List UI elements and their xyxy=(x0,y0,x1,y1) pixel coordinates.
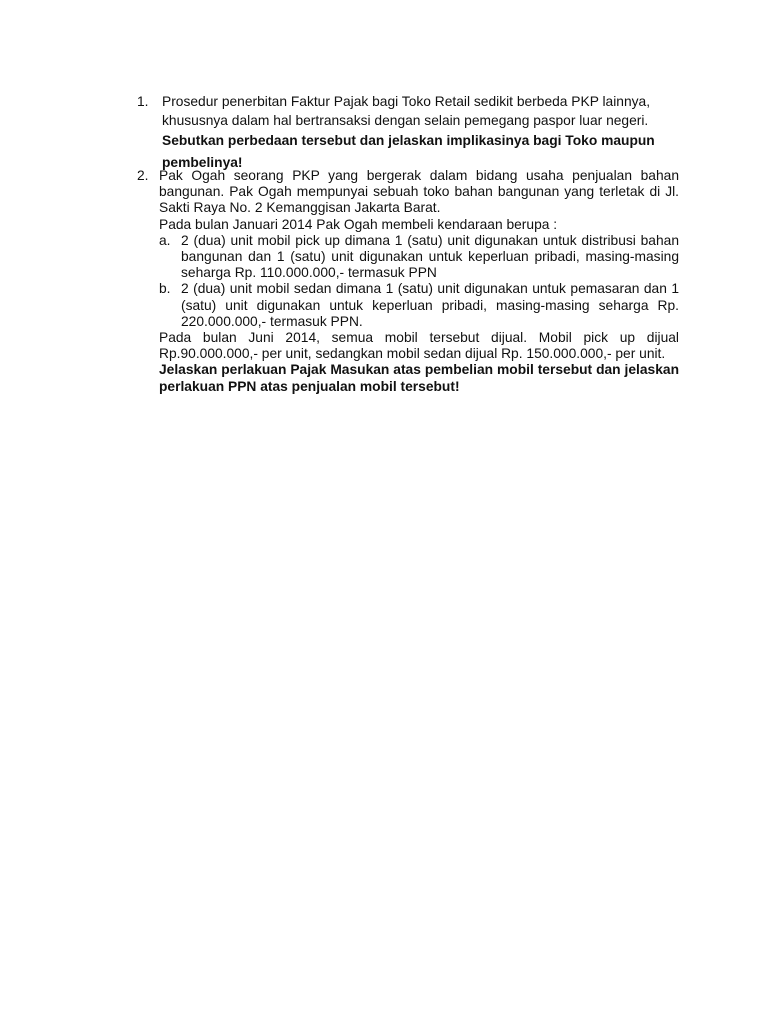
question-2 xyxy=(159,168,679,395)
question-1 xyxy=(162,92,687,174)
question-2-number: 2. xyxy=(137,168,149,183)
question-1-number: 1. xyxy=(137,94,149,109)
list-item-b-letter: b. xyxy=(159,281,171,297)
list-item-b xyxy=(159,281,679,330)
list-item-a-letter: a. xyxy=(159,232,171,248)
list-item-b-text: 2 (dua) unit mobil sedan dimana 1 (satu) unit digunakan untuk pemasaran dan 1 (satu) unit digunakan untuk keperluan pribadi, masing-masing seharga Rp. 220.000.000,- termasuk PPN. xyxy=(181,281,679,329)
question-1-instruction: Sebutkan perbedaan tersebut dan jelaskan implikasinya bagi Toko maupun pembelinya! xyxy=(162,133,655,170)
question-2-intro: Pak Ogah seorang PKP yang bergerak dalam bidang usaha penjualan bahan bangunan. Pak Ogah mempunyai sebuah toko bahan bangunan yang terletak di Jl. Sakti Raya No. 2 Kemanggisan Jakarta Barat. xyxy=(159,168,679,216)
question-2-instruction: Jelaskan perlakuan Pajak Masukan atas pembelian mobil tersebut dan jelaskan perlakuan PPN atas penjualan mobil tersebut! xyxy=(159,362,679,394)
list-item-a xyxy=(159,233,679,282)
question-2-sale: Pada bulan Juni 2014, semua mobil tersebut dijual. Mobil pick up dijual Rp.90.000.000,- per unit, sedangkan mobil sedan dijual Rp. 150.000.000,- per unit. xyxy=(159,330,679,362)
question-1-line-1: Prosedur penerbitan Faktur Pajak bagi Toko Retail sedikit berbeda PKP lainnya, xyxy=(162,94,651,109)
list-item-a-text: 2 (dua) unit mobil pick up dimana 1 (satu) unit digunakan untuk distribusi bahan bangunan dan 1 (satu) unit digunakan untuk keperluan pribadi, masing-masing seharga Rp. 110.000.000,- termasuk PPN xyxy=(181,232,679,281)
question-2-purchase-intro: Pada bulan Januari 2014 Pak Ogah membeli kendaraan berupa : xyxy=(159,216,558,232)
question-1-line-2: khususnya dalam hal bertransaksi dengan selain pemegang paspor luar negeri. xyxy=(162,113,649,128)
